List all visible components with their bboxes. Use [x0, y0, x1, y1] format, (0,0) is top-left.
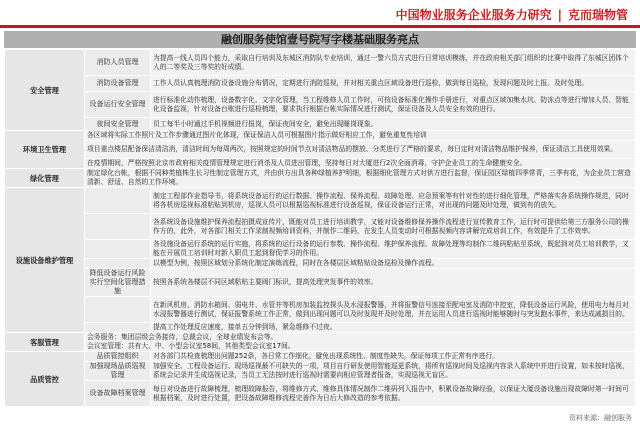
description-cell: 按照各系统各楼层不同区域粘贴主要阀门标识，提高处理突发事件的效率。: [151, 269, 636, 297]
description-cell: 制定绿化台帐，根据不同种类植株生长习性制定管理方式，并由供方出具各种绿植养护明细，根据细化管理方式对供方进行监督，保证园区绿植四季常青，三季有花，为企业员工营造清新、舒适、自然的工作环境。: [85, 169, 636, 188]
services-table: [4, 49, 636, 407]
table-title: 融创服务使馆壹号院写字楼基础服务亮点: [4, 31, 636, 48]
description-cell: 项目重点楼层配备保洁清洁消，清洁时间为每周两次，按照规定的时间节点对清洁物品的摆放、分类进行了严格的要求，每日定时对清洁物品维护保养，保证清洁工具使用效果。: [85, 141, 636, 159]
description-cell: 各区域将实际工作照片及工作步骤通过图片化体现，保证保洁人员可根据图片指示做好相应工作，避免重复性培训: [85, 131, 636, 141]
table-row: [5, 169, 636, 188]
description-cell: 对各部门共检查梳理出问题252条，各日常工作细化，避免出现系统性、制度性缺失，保证每项工作正常有序进行。: [151, 352, 636, 362]
table-row: [5, 50, 636, 76]
subcategory-cell: [85, 259, 151, 269]
category-cell: 客服管理: [5, 333, 85, 352]
subcategory-cell: [85, 214, 151, 240]
description-cell: 员工每半小时通过手机视频进行报岗，保证夜间安全，避免出现睡岗现象。: [151, 118, 636, 131]
table-row: [5, 352, 636, 362]
description-cell: 以模型为例，按照区域划分系统化制定演练流程，同时在各楼层区域粘贴设备巡检及操作流程。: [151, 259, 636, 269]
description-cell: 各系统设备设施维护保养流程拍摄成宣传片，既能对员工进行培训教学，又能对设备维修保养操作流程进行宣传教育工作，运行时可提供给第三方服务公司的操作方的，此外，对各部门相关工作录制视频培训资料，并制作二维码，在发生人员变动时可根据视频内容讲解完成培训工作，有效提升了工作效率。: [151, 214, 636, 240]
subcategory-cell: 加强现场品质巡视管理: [85, 362, 151, 381]
description-cell: 每日对设备进行故障梳理，梳理故障报告，将维修方式、维修具体情况制作二维码列入报告中，积累设备故障经验，以保证大厦设备设施出现故障时第一时间可根据档案，及时进行处置，把设备故障维修流程完善作为日后大修改造的参考依据。: [151, 381, 636, 407]
description-cell: 制定工程部作业指导书，将系统设备运行的运行数据、操作流程、保养流程、故障处理、应急预案等有针对性的进行细化管理，严格落实各系统操作规范，同时将各机房巡视标准粘贴到机房，巡视人员可以根据巡视标准进行设备巡视，保证设备运行正常，对出现的问题及时处理，做到有的放矢。: [151, 188, 636, 214]
report-header: [0, 0, 640, 28]
description-cell: 在疫情期间，严格按照北京市政府相关疫情管理规定进行消杀及人员进出管理，坚持每日对大厦进行2次全面消毒，守护企业员工的生命健康安全。: [85, 159, 636, 169]
subcategory-cell: 品质管控组织: [85, 352, 151, 362]
table-row: [5, 259, 636, 269]
table-row: [5, 118, 636, 131]
category-cell: 绿化管理: [5, 169, 85, 188]
subcategory-cell: [85, 188, 151, 214]
report-title: 中国物业服务企业服务力研究: [395, 8, 552, 22]
header-separator: |: [557, 8, 562, 22]
subcategory-cell: 设备故障档案管理: [85, 381, 151, 407]
publisher-name: 克而瑞物管: [567, 8, 628, 22]
category-cell: 安全管理: [5, 50, 85, 131]
table-row: [5, 323, 636, 333]
subcategory-cell: 夜间安全管理: [85, 118, 151, 131]
table-row: [5, 131, 636, 141]
description-cell: 提高工作处理反应速度，接单五分钟到场，紧急维修不过夜。: [151, 323, 636, 333]
table-row: [5, 92, 636, 118]
description-cell: 加强安全、工程设备运行、现场巡视最不可缺失的一项，项目自行研发使用智能巡更系统，将所有巡视时间及巡视内容录入系统中并进行设置，如未按时巡视，系统会记录并生成巡视记录，当员工无法按时进行巡视时需要向相应管理者报备，实现巡视无盲区。: [151, 362, 636, 381]
description-cell: 为提高一线人员四个能力，采取自行培训及东城区消防队专业培训，通过一警六员方式进行日常培训模练，并在政府相关部门组织的比赛中取得了东城区团体个人的二等奖及三等奖的好成绩。: [151, 50, 636, 76]
category-cell: 环境卫生管理: [5, 131, 85, 169]
description-cell: 在新风机房、消防水箱间、弱电井、水管井等机房加装监控探头及水浸报警器，并将报警信号连接至配电室及消防中控室，降低设备运行风险，使用电力每月对水浸报警器进行测试，保证报警系统工作正常，做到出现问题可以及时发现并及时处理，并在运用人员进行巡视时能够随时与突发跑水事件，来达成减损目的。: [151, 297, 636, 323]
source-note: 资料来源：融创服务: [569, 414, 632, 422]
description-cell: 会务服务：集团层级会务接待，总裁会议，全球业绩发布会等。 会议室管理：共有大、中、小型会议室58间，其他类型会议室17间。: [85, 333, 636, 352]
subcategory-cell: 降低设备运行风险实行空间化管理措施: [85, 269, 151, 297]
table-row: [5, 269, 636, 297]
table-row: [5, 333, 636, 352]
category-cell: 品质管控: [5, 352, 85, 407]
table-row: [5, 141, 636, 159]
description-cell: 进行标准化动作梳理，设备数字化、文字化管理，当工程维修人员工作时，可按设备标准化操作手册进行，对重点区域加集水坑、防冻点等进行增加人员、智能化设备监视，针对设备台账进行巡检梳理，要求执行根据台帐实际情况进行测试，保证设备及人员安全有效的进行。: [151, 92, 636, 118]
description-cell: 工作人员认真梳理消防设备设施分布情况，定期进行消防巡视，并对相关重点区域设备进行巡检，做到每日巡检，发现问题及时上报、及时处理。: [151, 76, 636, 92]
subcategory-cell: [85, 240, 151, 259]
table-row: [5, 214, 636, 240]
table-row: [5, 362, 636, 381]
subcategory-cell: 消防人员管理: [85, 50, 151, 76]
table-row: [5, 297, 636, 323]
table-row: [5, 76, 636, 92]
category-cell: 设施设备维护管理: [5, 188, 85, 333]
subcategory-cell: [85, 297, 151, 323]
subcategory-cell: 设备运行安全管理: [85, 92, 151, 118]
description-cell: 各设施设备运行系统的运行实施，将系统的运行设备的运行参数、操作流程、维护保养流程、故障处理等均制作二维码粘贴至系统，既起到对员工培训教学，又能在开展员工培训时对新入职员工起到督促学习的作用。: [151, 240, 636, 259]
table-row: [5, 381, 636, 407]
subcategory-cell: 消防设备管理: [85, 76, 151, 92]
table-row: [5, 240, 636, 259]
table-row: [5, 188, 636, 214]
subcategory-cell: [85, 323, 151, 333]
header-brand: [396, 6, 628, 23]
table-row: [5, 159, 636, 169]
